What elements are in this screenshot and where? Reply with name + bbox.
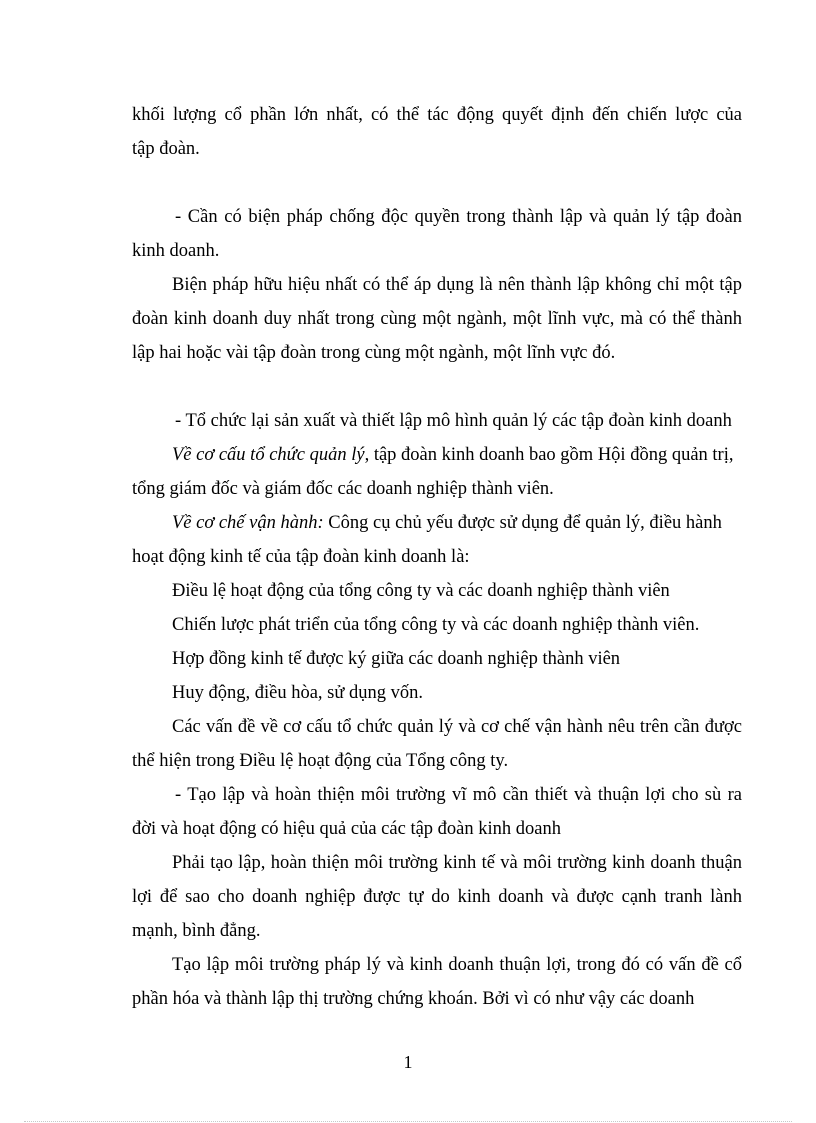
text-line: Biện pháp hữu hiệu nhất có thể áp dụng là nên thành lập không chỉ một tập [172,275,742,295]
text-line: Chiến lược phát triển của tổng công ty và các doanh nghiệp thành viên. [172,615,700,635]
text-line: lợi để sao cho doanh nghiệp được tự do kinh doanh và được cạnh tranh lành [132,887,742,907]
page-bottom-divider [24,1121,792,1122]
text-line: tổng giám đốc và giám đốc các doanh nghiệp thành viên. [132,479,554,499]
text-line: Điều lệ hoạt động của tổng công ty và các doanh nghiệp thành viên [172,581,670,601]
page-number: 1 [403,1052,413,1072]
text-span: , tập đoàn kinh doanh bao gồm Hội đồng quản trị, [364,445,734,465]
text-line: Hợp đồng kinh tế được ký giữa các doanh nghiệp thành viên [172,649,621,669]
text-line: hoạt động kinh tế của tập đoàn kinh doanh là: [132,547,470,567]
text-line: kinh doanh. [132,241,220,261]
text-line: - Cần có biện pháp chống độc quyền trong thành lập và quản lý tập đoàn [175,207,742,227]
text-line [172,444,742,466]
text-line: Phải tạo lập, hoàn thiện môi trường kinh tế và môi trường kinh doanh thuận [172,853,742,873]
text-line: khối lượng cổ phần lớn nhất, có thể tác động quyết định đến chiến lược của [132,105,742,125]
text-line: tập đoàn. [132,139,200,159]
text-line: đoàn kinh doanh duy nhất trong cùng một ngành, một lĩnh vực, mà có thể thành [132,309,742,329]
italic-heading: Về cơ chế vận hành: [172,513,324,533]
text-line: Huy động, điều hòa, sử dụng vốn. [172,683,424,703]
text-line: phần hóa và thành lập thị trường chứng khoán. Bởi vì có như vậy các doanh [132,989,695,1009]
italic-heading: Về cơ cấu tổ chức quản lý [172,445,365,465]
text-line: Các vấn đề về cơ cấu tổ chức quản lý và cơ chế vận hành nêu trên cần được [172,717,742,737]
text-line: đời và hoạt động có hiệu quả của các tập đoàn kinh doanh [132,819,561,839]
text-line: lập hai hoặc vài tập đoàn trong cùng một ngành, một lĩnh vực đó. [132,343,616,363]
text-line: Tạo lập môi trường pháp lý và kinh doanh thuận lợi, trong đó có vấn đề cổ [172,955,742,975]
text-line [172,512,742,534]
text-line: mạnh, bình đẳng. [132,921,261,941]
text-line: - Tạo lập và hoàn thiện môi trường vĩ mô cần thiết và thuận lợi cho sù ra [175,785,742,805]
text-span: Công cụ chủ yếu được sử dụng để quản lý, điều hành [323,513,722,533]
text-line: - Tổ chức lại sản xuất và thiết lập mô hình quản lý các tập đoàn kinh doanh [175,411,732,431]
text-line: thể hiện trong Điều lệ hoạt động của Tổng công ty. [132,751,509,771]
